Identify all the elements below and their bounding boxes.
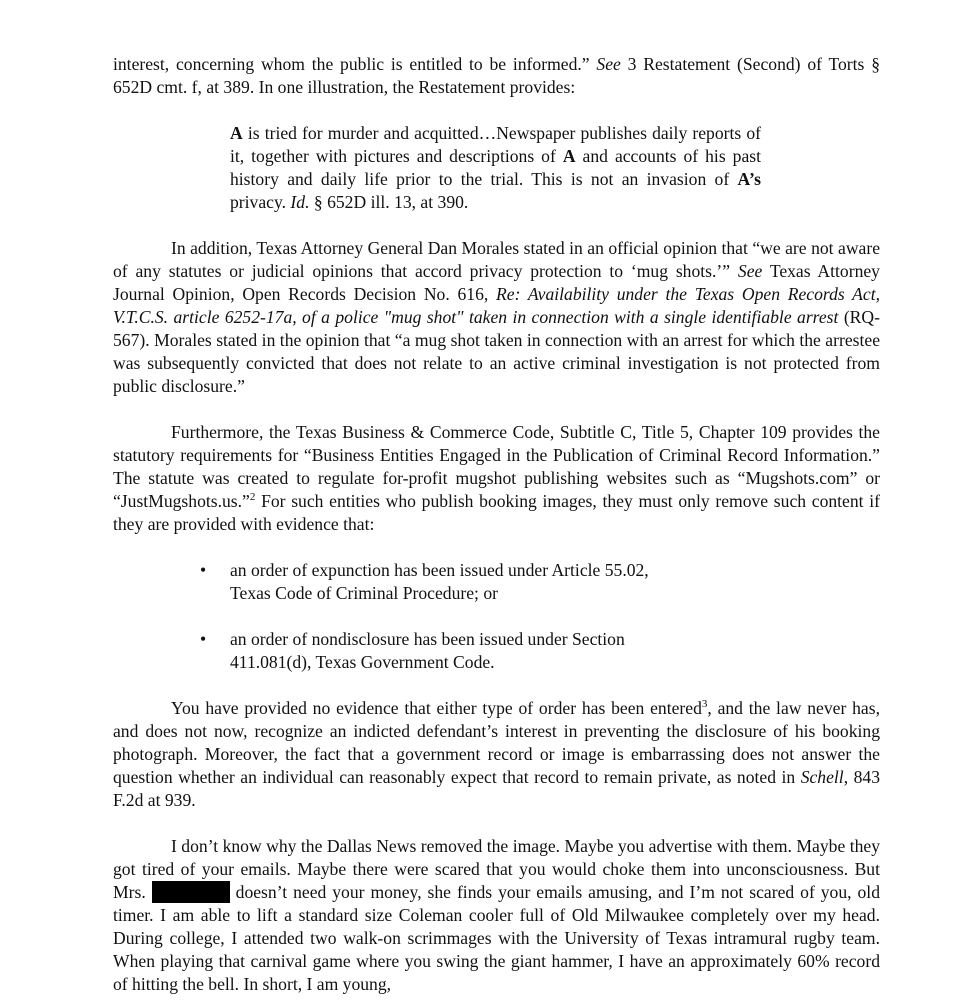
footnote-marker: 2 [249, 491, 256, 504]
bullet-marker: • [200, 629, 207, 649]
list-item: • an order of nondisclosure has been issued under Section 411.081(d), Texas Government Code. [200, 629, 625, 672]
paragraph-no-evidence: You have provided no evidence that either type of order has been entered$^3$, and the law never has, and does not now, recognize an indicted defendant’s interest in preventing the disclosure of his booking photograph. Moreover, the fact that a government record or image is embarrassing does not answer the question whether an individual can reasonably expect that record to remain private, as noted in Schell, 843 F.2d at 939. [113, 698, 880, 810]
letter-page [113, 53, 880, 996]
restatement-block-quote: A is tried for murder and acquitted…Newspaper publishes daily reports of it, together with pictures and descriptions of A and accounts of his past history and daily life prior to the trial. This is not an invasion of A’s privacy. Id. § 652D ill. 13, at 390. [230, 123, 761, 212]
paragraph-business-commerce-code: Furthermore, the Texas Business & Commerce Code, Subtitle C, Title 5, Chapter 109 provides the statutory requirements for “Business Entities Engaged in the Publication of Criminal Record Information.” The statute was created to regulate for-profit mugshot publishing websites such as “Mugshots.com” or “JustMugshots.us.”$^2$ For such entities who publish booking images, they must only remove such content if they are provided with evidence that: [113, 422, 880, 534]
paragraph-restatement-intro: interest, concerning whom the public is entitled to be informed.” See 3 Restatement (Second) of Torts § 652D cmt. f, at 389. In one illustration, the Restatement provides: [113, 54, 880, 97]
footnote-marker: 3 [701, 698, 708, 711]
redaction-block [152, 881, 230, 903]
paragraph-attorney-general-opinion: In addition, Texas Attorney General Dan Morales stated in an official opinion that “we are not aware of any statutes or judicial opinions that accord privacy protection to ‘mug shots.’” See Texas Attorney Journal Opinion, Open Records Decision No. 616, Re: Availability under the Texas Open Records Act, V.T.C.S. article 6252-17a, of a police "mug shot" taken in connection with a single identifiable arrest (RQ-567). Morales stated in the opinion that “a mug shot taken in connection with an arrest for which the arrestee was subsequently convicted that does not relate to an active criminal investigation is not protected from public disclosure.” [113, 238, 881, 396]
list-item: • an order of expunction has been issued under Article 55.02, Texas Code of Criminal Procedure; or [200, 560, 649, 603]
removal-conditions-list [113, 559, 880, 674]
bullet-marker: • [200, 560, 207, 580]
paragraph-dallas-news: I don’t know why the Dallas News removed the image. Maybe you advertise with them. Maybe they got tired of your emails. Maybe there were scared that you would choke them into unconsciousness. But Mrs. doesn’t need your money, she finds your emails amusing, and I’m not scared of you, old timer. I am able to lift a standard size Coleman cooler full of Old Milwaukee completely over my head. During college, I attended two walk-on scrimmages with the University of Texas intramural rugby team. When playing that carnival game where you swing the giant hammer, I have an approximately 60% record of hitting the bell. In short, I am young, [113, 836, 880, 994]
